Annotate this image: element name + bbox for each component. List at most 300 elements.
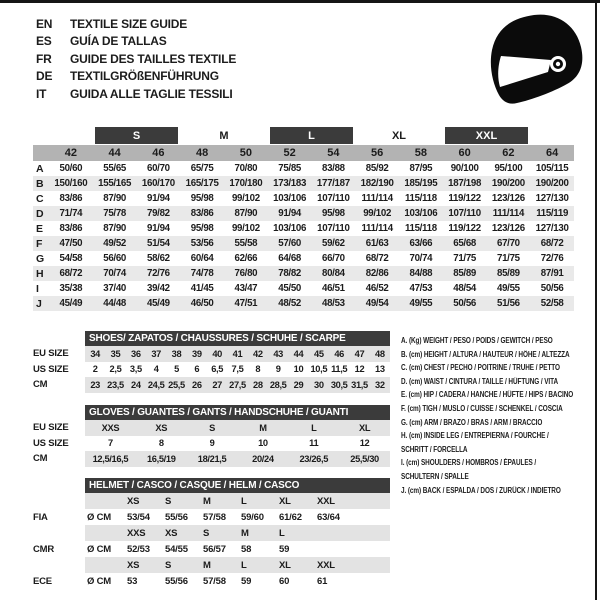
measure-cell: 107/110 — [448, 208, 481, 219]
size-col-header: 58 — [414, 147, 427, 159]
helmet-size-cell: L — [241, 559, 247, 571]
row-label-spacer — [33, 493, 85, 509]
measure-cell: 111/114 — [492, 208, 525, 219]
language-list — [36, 16, 236, 103]
helmet-size-cell: XL — [279, 495, 291, 507]
value-cell: 10,5 — [310, 364, 328, 375]
measure-cell: 46/50 — [190, 298, 214, 309]
helmet-sizes — [85, 557, 390, 573]
measure-cell: 111/114 — [361, 193, 393, 204]
top-border-line — [0, 0, 600, 3]
value-cell: 2 — [92, 364, 98, 375]
legend-line: B. (cm) HEIGHT / ALTURA / HAUTEUR / HÖHE / ALTEZZA — [401, 349, 570, 359]
value-cell: 23 — [90, 379, 100, 390]
helmet-size-row — [33, 525, 390, 541]
measure-cell: 47/53 — [409, 283, 433, 294]
row-letter: G — [36, 252, 44, 265]
helmet-size-cell: L — [241, 495, 247, 507]
measure-cell: 68/72 — [59, 268, 83, 279]
value-cell: 25,5/30 — [350, 453, 379, 464]
size-col-header: 52 — [283, 147, 296, 159]
legend-item — [401, 334, 597, 348]
language-title: GUÍA DE TALLAS — [70, 34, 167, 49]
value-cell: 10 — [293, 364, 304, 375]
value-cell: 27 — [212, 379, 222, 390]
value-cell: 5 — [174, 364, 179, 375]
language-code: DE — [36, 69, 53, 84]
measure-cell: 44/48 — [103, 298, 126, 309]
legend-line: H. (cm) INSIDE LEG / ENTREPIERNA / FOURCHE / — [401, 431, 549, 441]
row-values — [85, 377, 390, 393]
measure-cell: 55/58 — [234, 238, 258, 249]
helmet-size-cell: XS — [127, 495, 140, 507]
row-label: US SIZE — [33, 437, 69, 449]
gloves-row — [33, 451, 390, 467]
helmet-table — [33, 478, 390, 589]
measure-cell: 83/86 — [59, 223, 83, 234]
helmet-size-cell: S — [165, 559, 172, 571]
measure-cell: 76/80 — [234, 268, 258, 279]
value-cell: XS — [155, 422, 168, 433]
helmet-value-cell: 57/58 — [203, 575, 226, 587]
helmet-values — [85, 541, 390, 557]
size-col-header: 42 — [64, 147, 77, 159]
language-row — [36, 16, 236, 33]
measure-cell: 95/100 — [494, 163, 523, 174]
measure-row-f — [33, 236, 574, 251]
measure-row-j — [33, 296, 574, 311]
measure-cell: 95/98 — [190, 193, 214, 204]
measure-cell: 46/51 — [322, 283, 345, 294]
size-col-header: 62 — [502, 147, 515, 159]
measure-cell: 95/98 — [190, 223, 214, 234]
value-cell: 30 — [314, 379, 324, 390]
measure-cell: 75/85 — [278, 163, 301, 174]
measure-cell: 78/82 — [278, 268, 301, 279]
measure-cell: 46/52 — [365, 283, 389, 294]
legend-line: J. (cm) BACK / ESPALDA / DOS / ZURÜCK / INDIETRO — [401, 485, 561, 495]
measure-cell: 53/56 — [190, 238, 214, 249]
value-cell: 45 — [314, 348, 324, 359]
helmet-value-cell: 59 — [279, 543, 290, 555]
legend-item — [401, 375, 597, 389]
language-row — [36, 68, 236, 85]
standard-label: CMR — [33, 543, 55, 555]
value-cell: 43 — [273, 348, 283, 359]
language-title: TEXTILE SIZE GUIDE — [70, 17, 188, 31]
language-code: ES — [36, 34, 52, 49]
measure-cell: 45/50 — [278, 283, 301, 294]
value-cell: 7 — [108, 438, 113, 449]
helmet-value-cell: 59 — [241, 575, 252, 587]
measure-cell: 47/51 — [234, 298, 258, 309]
shoes-row — [33, 362, 390, 378]
legend-line: A. (Kg) WEIGHT / PESO / POIDS / GEWITCH / PESO — [401, 336, 553, 345]
value-cell: 4 — [153, 364, 159, 375]
measure-cell: 82/86 — [365, 268, 389, 279]
shoes-row — [33, 377, 390, 393]
measure-cell: 50/56 — [540, 283, 564, 294]
value-cell: 27,5 — [229, 379, 246, 390]
language-row — [36, 51, 236, 68]
value-cell: 18/21,5 — [197, 453, 227, 464]
value-cell: XXS — [101, 422, 120, 433]
main-table-body — [33, 161, 574, 311]
measure-cell: 45/49 — [147, 298, 170, 309]
value-cell: 28,5 — [269, 379, 287, 390]
corner-spacer — [33, 127, 93, 144]
legend-line: SCHRITT / FORCELLA — [401, 444, 468, 454]
value-cell: 28 — [253, 379, 263, 390]
helmet-size-cell: XL — [279, 559, 291, 571]
measure-cell: 87/90 — [234, 208, 258, 219]
measure-cell: 70/74 — [409, 253, 433, 264]
language-row — [36, 33, 236, 50]
value-cell: 8 — [255, 364, 261, 375]
language-code: IT — [36, 86, 47, 101]
legend-line: F. (cm) TIGH / MUSLO / CUISSE / SCHENKEL / COSCIA — [401, 403, 563, 413]
helmet-value-cell: 57/58 — [203, 511, 226, 523]
value-cell: L — [311, 422, 317, 433]
measure-cell: 119/122 — [448, 223, 481, 234]
measure-cell: 127/130 — [535, 223, 569, 234]
measure-cell: 60/64 — [190, 253, 214, 264]
value-cell: 24 — [131, 379, 141, 390]
measure-cell: 173/183 — [273, 178, 307, 189]
value-cell: M — [259, 422, 267, 433]
value-cell: 32 — [375, 379, 385, 390]
value-cell: 41 — [232, 348, 243, 359]
measure-cell: 119/122 — [448, 193, 481, 204]
measure-cell: 49/52 — [103, 238, 126, 249]
measure-cell: 115/118 — [404, 193, 437, 204]
measure-cell: 127/130 — [535, 193, 569, 204]
value-cell: 9 — [209, 438, 215, 449]
legend-line: E. (cm) HIP / CADERA / HANCHE / HÜFTE / HIPS / BACINO — [401, 390, 574, 400]
row-letter: F — [36, 237, 43, 250]
measure-cell: 71/74 — [59, 208, 83, 219]
measure-cell: 41/45 — [190, 283, 214, 294]
measure-cell: 91/94 — [278, 208, 301, 219]
diameter-prefix: Ø CM — [87, 575, 112, 587]
size-col-header: 54 — [327, 147, 340, 159]
group-end-spacer — [530, 127, 574, 144]
helmet-value-cell: 59/60 — [241, 511, 264, 523]
helmet-value-row — [33, 573, 390, 589]
measure-cell: 185/195 — [404, 178, 438, 189]
measure-cell: 87/91 — [540, 268, 564, 279]
size-col-header: 60 — [458, 147, 471, 159]
row-values — [85, 436, 390, 452]
language-code: EN — [36, 17, 53, 31]
measure-cell: 74/78 — [190, 268, 214, 279]
value-cell: 40 — [212, 348, 222, 359]
shoes-table-title: SHOES/ ZAPATOS / CHAUSSURES / SCHUHE / SCARPE — [85, 331, 390, 346]
measure-cell: 79/82 — [147, 208, 170, 219]
measure-cell: 107/110 — [317, 193, 350, 204]
measure-cell: 70/74 — [103, 268, 126, 279]
measure-cell: 62/66 — [234, 253, 258, 264]
gloves-table — [33, 405, 390, 467]
measure-cell: 160/170 — [141, 178, 175, 189]
main-size-groups — [33, 127, 574, 144]
measure-row-b — [33, 176, 574, 191]
gloves-rows — [33, 420, 390, 467]
measure-cell: 51/54 — [147, 238, 170, 249]
row-letter: I — [36, 282, 39, 295]
measure-cell: 85/89 — [453, 268, 476, 279]
language-title: GUIDE DES TAILLES TEXTILE — [70, 51, 237, 66]
helmet-value-cell: 52/53 — [127, 543, 150, 555]
measure-cell: 68/72 — [540, 238, 564, 249]
helmet-size-cell: XXS — [127, 527, 146, 539]
value-cell: 47 — [354, 348, 365, 359]
measure-cell: 57/60 — [278, 238, 301, 249]
size-col-header: 46 — [152, 147, 165, 159]
size-col-header: 56 — [371, 147, 384, 159]
measure-cell: 115/119 — [536, 208, 569, 219]
measure-cell: 187/198 — [448, 178, 482, 189]
helmet-size-cell: XXL — [317, 559, 335, 571]
row-values — [85, 451, 390, 467]
measure-row-g — [33, 251, 574, 266]
measure-cell: 43/47 — [234, 283, 258, 294]
row-label: CM — [33, 379, 48, 391]
measure-row-i — [33, 281, 574, 296]
legend-line: D. (cm) WAIST / CINTURA / TAILLE / HÜFTUNG / VITA — [401, 376, 559, 386]
value-cell: 39 — [192, 348, 202, 359]
value-cell: 13 — [375, 364, 385, 375]
row-label: EU SIZE — [33, 348, 69, 360]
size-col-header: 64 — [546, 147, 559, 159]
row-label-spacer — [33, 557, 85, 573]
helmet-size-cell: M — [203, 495, 211, 507]
measure-cell: 68/72 — [365, 253, 389, 264]
measure-cell: 51/56 — [497, 298, 520, 309]
measure-cell: 107/110 — [317, 223, 350, 234]
size-group-xxl: XXL — [445, 127, 529, 144]
helmet-value-cell: 53 — [127, 575, 138, 587]
measure-cell: 61/63 — [365, 238, 389, 249]
value-cell: 11 — [309, 438, 319, 449]
size-group-xl: XL — [391, 129, 407, 142]
measure-cell: 99/102 — [231, 223, 260, 234]
measure-cell: 99/102 — [231, 193, 260, 204]
measure-cell: 87/95 — [409, 163, 433, 174]
value-cell: 36 — [131, 348, 141, 359]
size-col-header: 48 — [196, 147, 209, 159]
main-size-table — [33, 127, 574, 311]
row-letter: B — [36, 177, 44, 190]
measure-cell: 48/54 — [453, 283, 476, 294]
value-cell: 7,5 — [231, 364, 244, 375]
value-cell: 16,5/19 — [146, 453, 176, 464]
measure-cell: 115/118 — [404, 223, 437, 234]
diameter-prefix: Ø CM — [87, 543, 112, 555]
measure-cell: 103/106 — [273, 223, 307, 234]
measure-cell: 190/200 — [491, 178, 525, 189]
measure-cell: 56/60 — [103, 253, 126, 264]
measure-cell: 65/68 — [453, 238, 476, 249]
row-label: CM — [33, 453, 48, 465]
measure-row-a — [33, 161, 574, 176]
right-border-line — [595, 0, 597, 600]
value-cell: 12 — [354, 364, 365, 375]
helmet-sizes — [85, 493, 390, 509]
measure-cell: 83/86 — [59, 193, 83, 204]
measure-cell: 83/86 — [190, 208, 214, 219]
measure-cell: 177/187 — [316, 178, 350, 189]
measure-cell: 71/75 — [497, 253, 520, 264]
gloves-row — [33, 420, 390, 436]
shoes-row — [33, 346, 390, 362]
legend-item — [401, 402, 597, 416]
helmet-size-row — [33, 557, 390, 573]
value-cell: 2,5 — [109, 364, 122, 375]
helmet-sizes — [85, 525, 390, 541]
value-cell: 37 — [151, 348, 161, 359]
measure-cell: 87/90 — [103, 193, 126, 204]
helmet-value-cell: 53/54 — [127, 511, 150, 523]
measure-cell: 99/102 — [363, 208, 392, 219]
value-cell: 3,5 — [129, 364, 142, 375]
helmet-table-title: HELMET / CASCO / CASQUE / HELM / CASCO — [85, 478, 390, 493]
value-cell: 11,5 — [331, 364, 348, 375]
helmet-size-cell: XXL — [317, 495, 335, 507]
measure-cell: 95/98 — [322, 208, 345, 219]
value-cell: 6 — [194, 364, 200, 375]
row-values — [85, 362, 390, 378]
legend-line: SCHULTERN / SPALLE — [401, 471, 469, 481]
measure-row-e — [33, 221, 574, 236]
measure-cell: 105/115 — [535, 163, 569, 174]
helmet-size-cell: XS — [127, 559, 140, 571]
measure-cell: 58/62 — [147, 253, 170, 264]
helmet-size-cell: L — [279, 527, 285, 539]
helmet-value-cell: 63/64 — [317, 511, 340, 523]
legend-item — [401, 388, 597, 402]
measure-cell: 39/42 — [147, 283, 170, 294]
measure-cell: 50/60 — [59, 163, 83, 174]
measure-row-c — [33, 191, 574, 206]
measure-cell: 84/88 — [409, 268, 433, 279]
measure-cell: 72/76 — [147, 268, 170, 279]
row-letter: C — [36, 192, 44, 205]
value-cell: 29 — [293, 379, 304, 390]
diameter-prefix: Ø CM — [87, 511, 112, 523]
value-cell: 35 — [110, 348, 121, 359]
measure-cell: 85/92 — [365, 163, 389, 174]
measure-cell: 80/84 — [322, 268, 345, 279]
helmet-value-cell: 61 — [317, 575, 328, 587]
legend-item — [401, 429, 597, 456]
row-values — [85, 346, 390, 362]
value-cell: 30,5 — [330, 379, 348, 390]
size-col-header: 44 — [108, 147, 121, 159]
row-label: EU SIZE — [33, 422, 69, 434]
value-cell: 23/26,5 — [299, 453, 329, 464]
value-cell: 12 — [359, 438, 370, 449]
measure-cell: 60/70 — [147, 163, 170, 174]
size-col-header: 50 — [239, 147, 252, 159]
helmet-rows — [33, 493, 390, 589]
helmet-size-cell: XS — [165, 527, 178, 539]
value-cell: 20/24 — [252, 453, 274, 464]
value-cell: 8 — [158, 438, 164, 449]
measure-cell: 64/68 — [278, 253, 301, 264]
legend-item — [401, 416, 597, 430]
measure-cell: 37/40 — [103, 283, 126, 294]
measure-cell: 54/58 — [59, 253, 83, 264]
measure-cell: 45/49 — [59, 298, 83, 309]
measure-cell: 48/53 — [322, 298, 345, 309]
measure-cell: 47/50 — [59, 238, 83, 249]
language-code: FR — [36, 51, 52, 66]
value-cell: S — [209, 422, 215, 433]
legend-line: C. (cm) CHEST / PECHO / POITRINE / TRUHE / PETTO — [401, 363, 560, 373]
row-letter: J — [36, 297, 42, 310]
value-cell: 38 — [171, 348, 182, 359]
helmet-size-row — [33, 493, 390, 509]
helmet-value-row — [33, 541, 390, 557]
measure-cell: 123/126 — [491, 223, 525, 234]
legend-line: I. (cm) SHOULDERS / HOMBROS / ÉPAULES / — [401, 458, 537, 468]
value-cell: 12,5/16,5 — [92, 453, 129, 464]
measure-cell: 87/90 — [103, 223, 126, 234]
measure-cell: 48/52 — [278, 298, 301, 309]
legend-item — [401, 484, 597, 498]
size-group-m: M — [219, 129, 229, 142]
value-cell: 31,5 — [351, 379, 368, 390]
measure-cell: 72/76 — [540, 253, 564, 264]
helmet-values — [85, 573, 390, 589]
row-letter: E — [36, 222, 43, 235]
helmet-value-cell: 58 — [241, 543, 252, 555]
legend-item — [401, 456, 597, 483]
legend-line: G. (cm) ARM / BRAZO / BRAS / ARM / BRACCIO — [401, 417, 543, 427]
measure-cell: 49/55 — [497, 283, 520, 294]
row-label: US SIZE — [33, 363, 69, 375]
value-cell: 34 — [90, 348, 100, 359]
helmet-value-row — [33, 509, 390, 525]
value-cell: 25,5 — [168, 379, 185, 390]
row-letter: H — [36, 267, 44, 280]
measure-cell: 67/70 — [497, 238, 520, 249]
helmet-size-cell: S — [203, 527, 210, 539]
row-label-spacer — [33, 525, 85, 541]
measure-cell: 63/66 — [409, 238, 433, 249]
language-title: TEXTILGRÖßENFÜHRUNG — [70, 69, 219, 84]
measure-cell: 65/75 — [190, 163, 214, 174]
measure-cell: 103/106 — [404, 208, 438, 219]
helmet-value-cell: 61/62 — [279, 511, 302, 523]
helmet-values — [85, 509, 390, 525]
value-cell: 6,5 — [211, 364, 224, 375]
measure-cell: 71/75 — [453, 253, 476, 264]
legend-item — [401, 348, 597, 362]
measure-cell: 91/94 — [147, 223, 170, 234]
row-letter: A — [36, 162, 44, 175]
measure-cell: 59/62 — [322, 238, 345, 249]
measure-cell: 52/58 — [540, 298, 564, 309]
value-cell: 9 — [275, 364, 281, 375]
main-size-row — [33, 145, 574, 161]
measure-cell: 49/55 — [409, 298, 433, 309]
size-group-l: L — [270, 127, 354, 144]
measure-cell: 91/94 — [147, 193, 170, 204]
value-cell: XL — [358, 422, 371, 433]
measure-cell: 70/80 — [234, 163, 258, 174]
